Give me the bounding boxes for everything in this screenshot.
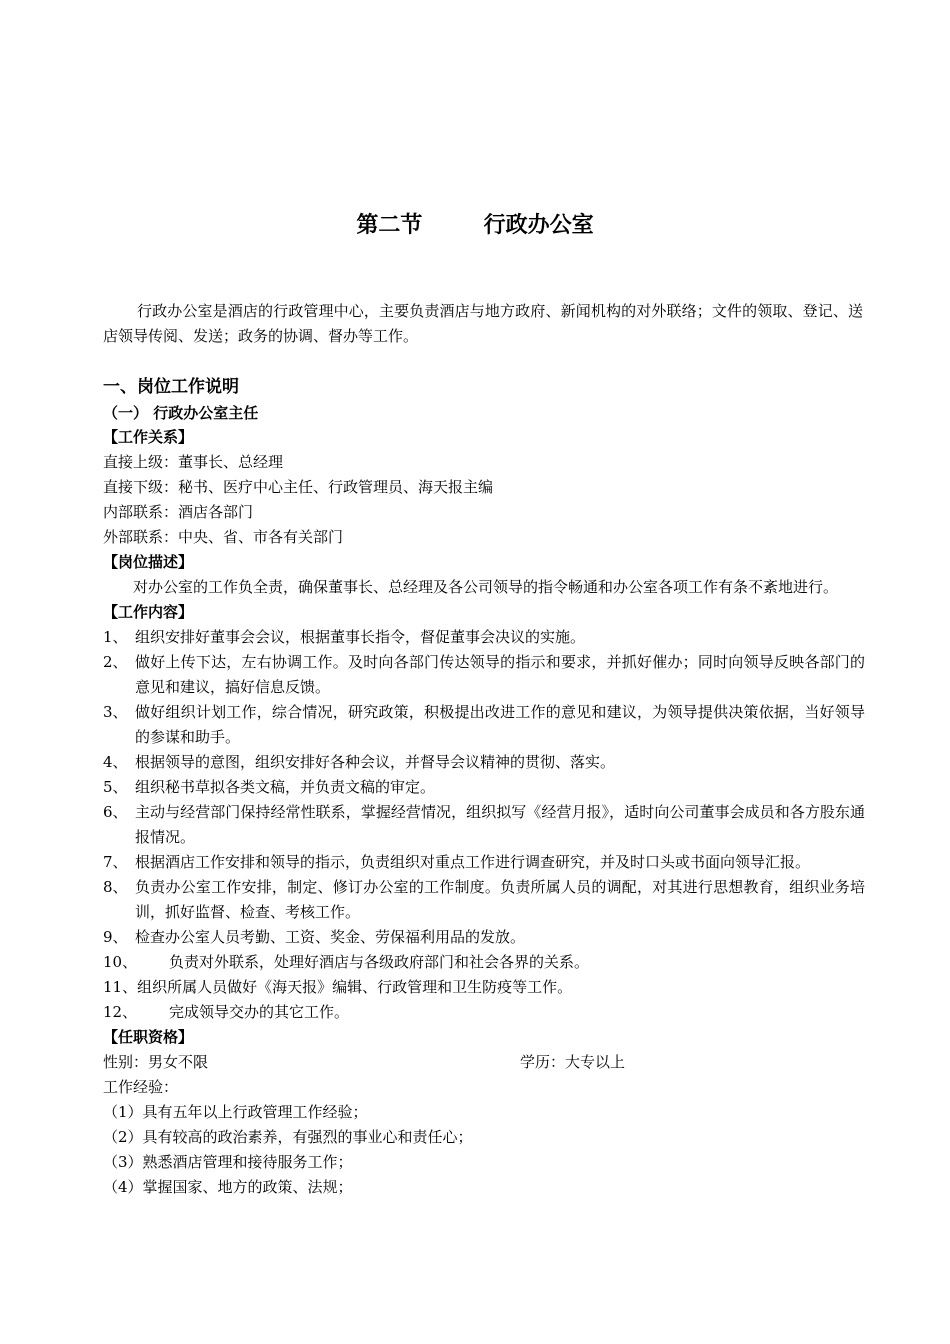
duty-text: 主动与经营部门保持经常性联系，掌握经营情况，组织拟写《经营月报》，适时向公司董事会成员和各方股东通报情况。 xyxy=(135,803,865,846)
duty-number: 3、 xyxy=(103,703,128,721)
duty-item xyxy=(103,950,865,975)
duty-item xyxy=(103,925,865,950)
gender-education-row xyxy=(103,1050,865,1075)
education-requirement: 学历：大专以上 xyxy=(520,1053,626,1071)
relation-line: 直接上级：董事长、总经理 xyxy=(103,453,284,471)
duty-text: 组织秘书草拟各类文稿，并负责文稿的审定。 xyxy=(135,778,436,796)
duty-number: 9、 xyxy=(103,928,128,946)
duty-item xyxy=(103,850,865,875)
sub-heading: （一） 行政办公室主任 xyxy=(103,404,259,422)
duty-item xyxy=(103,650,865,700)
gender-requirement: 性别：男女不限 xyxy=(103,1053,209,1071)
duty-number: 6、 xyxy=(103,803,128,821)
duty-item xyxy=(103,775,865,800)
page-title: 第二节 行政办公室 xyxy=(356,213,594,238)
duties-list xyxy=(103,625,865,1025)
duty-text: 组织安排好董事会会议，根据董事长指令，督促董事会决议的实施。 xyxy=(135,628,586,646)
duty-text: 做好上传下达，左右协调工作。及时向各部门传达领导的指示和要求，并抓好催办；同时向领导反映各部门的意见和建议，搞好信息反馈。 xyxy=(135,653,865,696)
experience-item: （1）具有五年以上行政管理工作经验； xyxy=(103,1103,368,1121)
duty-item xyxy=(103,625,865,650)
qualifications-heading: 【任职资格】 xyxy=(103,1028,194,1046)
duty-text: 做好组织计划工作，综合情况，研究政策，积极提出改进工作的意见和建议，为领导提供决策依据，当好领导的参谋和助手。 xyxy=(135,703,865,746)
description-paragraph: 对办公室的工作负全责，确保董事长、总经理及各公司领导的指令畅通和办公室各项工作有条不紊地进行。 xyxy=(133,578,839,596)
document-body xyxy=(103,373,865,1200)
duty-item xyxy=(103,1000,865,1025)
duty-text: 负责对外联系，处理好酒店与各级政府部门和社会各界的关系。 xyxy=(169,953,590,971)
duty-item xyxy=(103,750,865,775)
relation-line: 直接下级：秘书、医疗中心主任、行政管理员、海天报主编 xyxy=(103,478,494,496)
experience-item: （2）具有较高的政治素养，有强烈的事业心和责任心； xyxy=(103,1128,473,1146)
relation-line: 外部联系：中央、省、市各有关部门 xyxy=(103,528,344,546)
duty-number: 11、 xyxy=(103,978,138,996)
duty-text: 检查办公室人员考勤、工资、奖金、劳保福利用品的发放。 xyxy=(135,928,526,946)
section-heading: 一、岗位工作说明 xyxy=(103,377,239,397)
duty-item xyxy=(103,975,865,1000)
relation-line: 内部联系：酒店各部门 xyxy=(103,503,254,521)
duty-number: 5、 xyxy=(103,778,128,796)
duty-number: 8、 xyxy=(103,878,128,896)
experience-item: （3）熟悉酒店管理和接待服务工作； xyxy=(103,1153,353,1171)
duty-text: 根据领导的意图，组织安排好各种会议，并督导会议精神的贯彻、落实。 xyxy=(135,753,616,771)
duty-text: 负责办公室工作安排，制定、修订办公室的工作制度。负责所属人员的调配，对其进行思想教育，组织业务培训，抓好监督、检查、考核工作。 xyxy=(135,878,865,921)
duty-text: 组织所属人员做好《海天报》编辑、行政管理和卫生防疫等工作。 xyxy=(137,978,573,996)
duty-number: 4、 xyxy=(103,753,128,771)
experience-item: （4）掌握国家、地方的政策、法规； xyxy=(103,1178,353,1196)
experience-label: 工作经验： xyxy=(103,1078,179,1096)
duty-number: 1、 xyxy=(103,628,128,646)
intro-paragraph: 行政办公室是酒店的行政管理中心，主要负责酒店与地方政府、新闻机构的对外联络；文件的领取、登记、送店领导传阅、发送；政务的协调、督办等工作。 xyxy=(103,302,863,345)
duty-number: 10、 xyxy=(103,953,138,971)
duty-item xyxy=(103,700,865,750)
duty-text: 完成领导交办的其它工作。 xyxy=(169,1003,350,1021)
description-heading: 【岗位描述】 xyxy=(103,553,194,571)
duties-heading: 【工作内容】 xyxy=(103,603,194,621)
duty-number: 7、 xyxy=(103,853,128,871)
relations-heading: 【工作关系】 xyxy=(103,428,194,446)
duty-text: 根据酒店工作安排和领导的指示，负责组织对重点工作进行调查研究，并及时口头或书面向领导汇报。 xyxy=(135,853,811,871)
duty-number: 2、 xyxy=(103,653,128,671)
duty-item xyxy=(103,800,865,850)
duty-number: 12、 xyxy=(103,1003,138,1021)
duty-item xyxy=(103,875,865,925)
